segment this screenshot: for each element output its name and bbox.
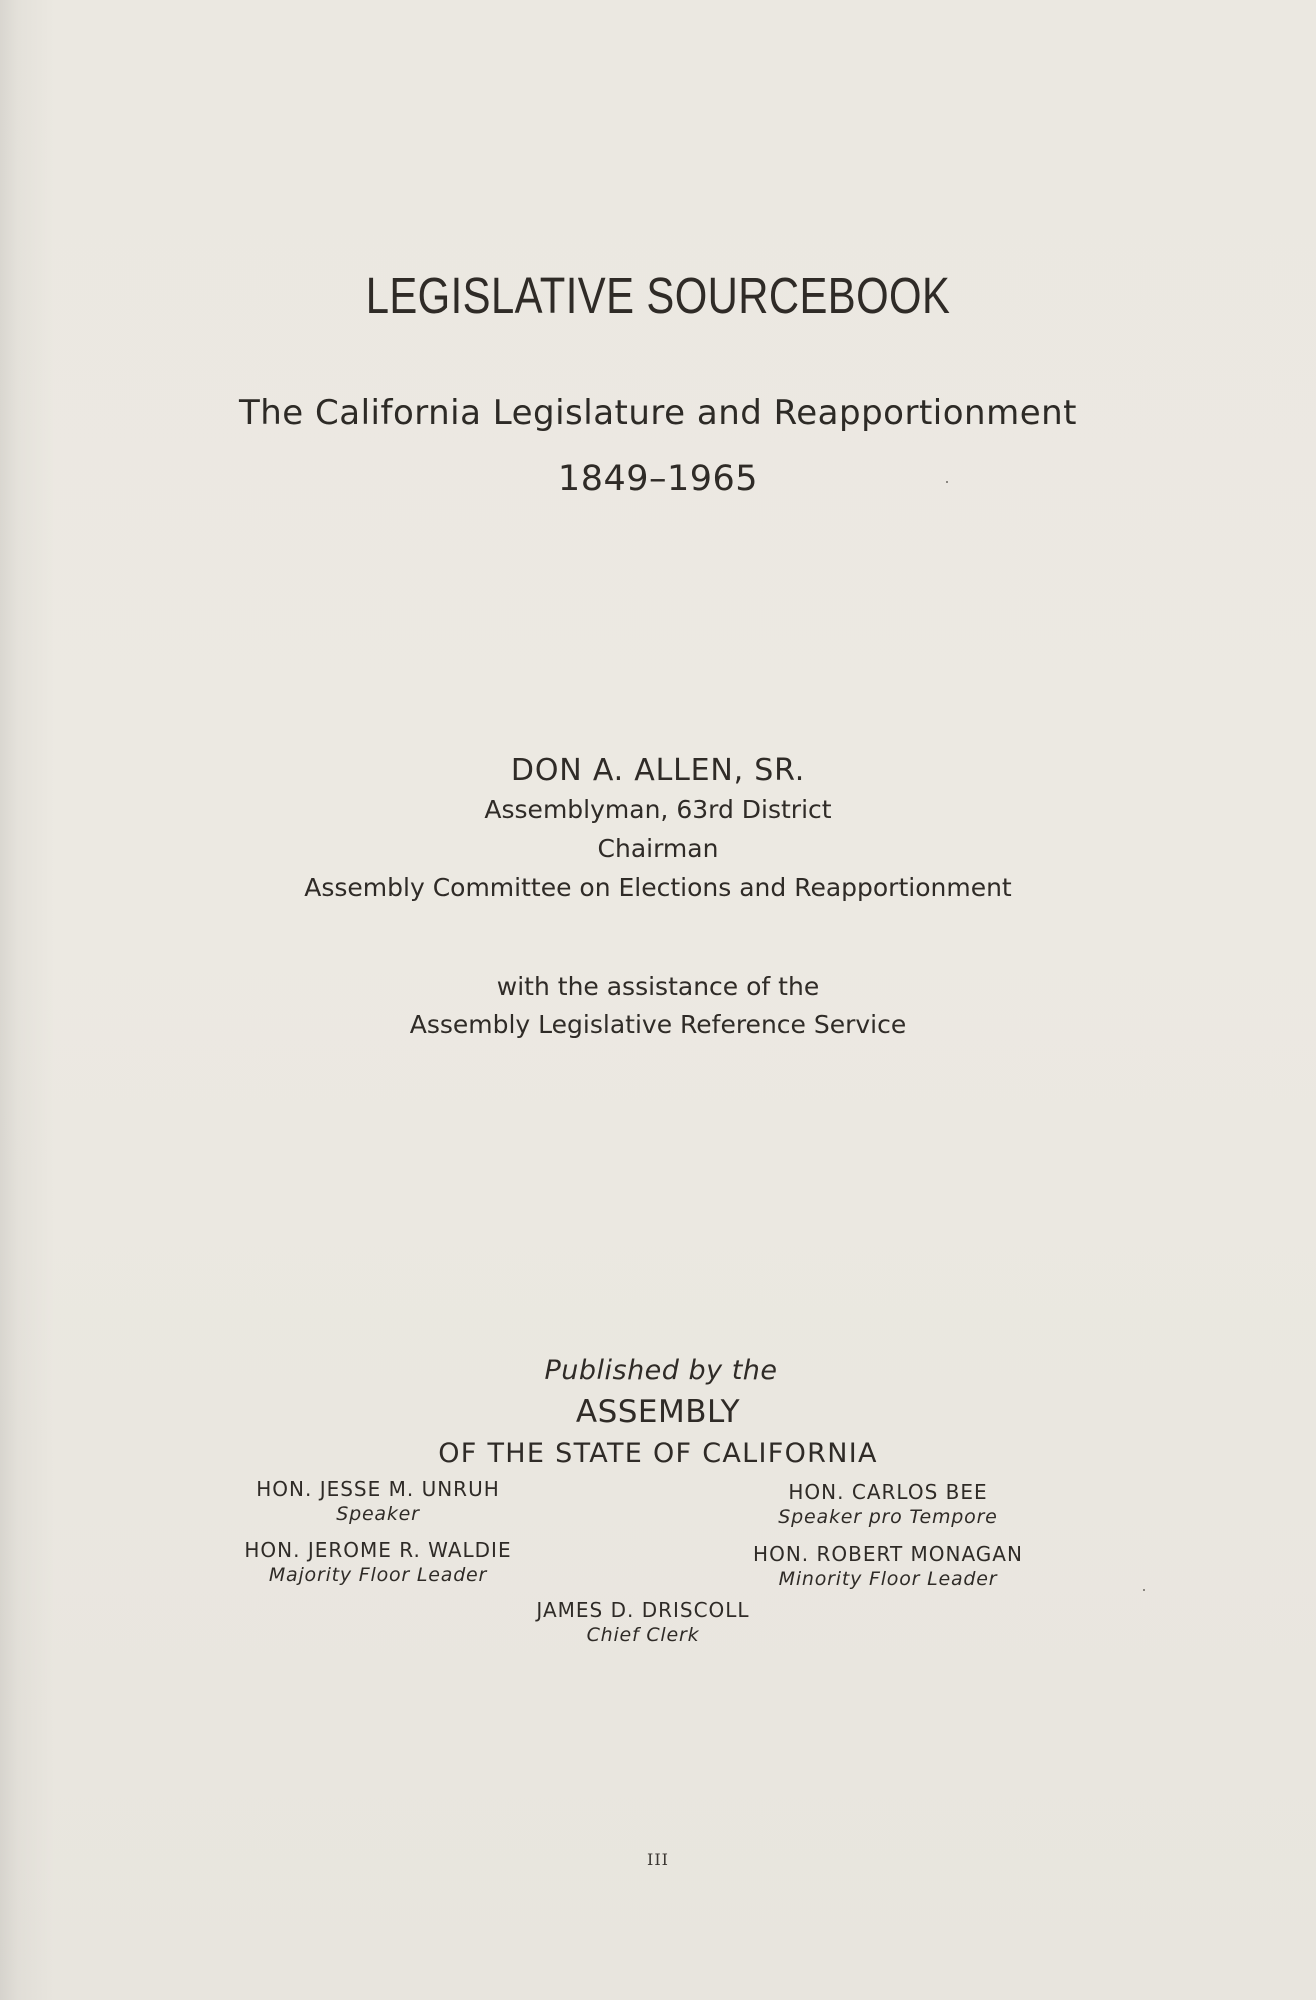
paper-speck (946, 481, 948, 483)
document-years: 1849–1965 (557, 459, 759, 499)
official-name: HON. JESSE M. UNRUH (256, 1477, 500, 1501)
assistance-line-2: Assembly Legislative Reference Service (409, 1010, 907, 1039)
official-minority-floor-leader (708, 1544, 1068, 1589)
official-name: HON. JEROME R. WALDIE (244, 1538, 512, 1562)
official-title: Majority Floor Leader (268, 1564, 488, 1586)
paper-speck (1143, 1589, 1145, 1591)
official-majority-floor-leader (198, 1540, 558, 1585)
official-title: Speaker pro Tempore (778, 1506, 998, 1528)
official-chief-clerk (463, 1600, 823, 1645)
official-name: JAMES D. DRISCOLL (536, 1598, 750, 1622)
published-by-label: Published by the (544, 1355, 778, 1386)
official-title: Minority Floor Leader (778, 1568, 998, 1590)
assistance-line-1: with the assistance of the (496, 972, 820, 1001)
publisher-state: OF THE STATE OF CALIFORNIA (438, 1438, 878, 1469)
publisher-assembly: ASSEMBLY (575, 1394, 741, 1430)
official-name: HON. CARLOS BEE (788, 1480, 988, 1504)
author-role-assemblyman: Assemblyman, 63rd District (484, 795, 832, 824)
document-subtitle: The California Legislature and Reapportionment (238, 393, 1078, 433)
page-number: III (647, 1850, 669, 1869)
official-title: Chief Clerk (586, 1624, 700, 1646)
official-title: Speaker (336, 1503, 420, 1525)
author-role-committee: Assembly Committee on Elections and Reapportionment (304, 873, 1012, 902)
official-speaker (198, 1479, 558, 1524)
document-title: LEGISLATIVE SOURCEBOOK (365, 267, 951, 324)
author-name: DON A. ALLEN, SR. (510, 753, 806, 788)
official-name: HON. ROBERT MONAGAN (753, 1542, 1023, 1566)
author-role-chairman: Chairman (597, 834, 719, 863)
official-speaker-pro-tempore (708, 1482, 1068, 1527)
